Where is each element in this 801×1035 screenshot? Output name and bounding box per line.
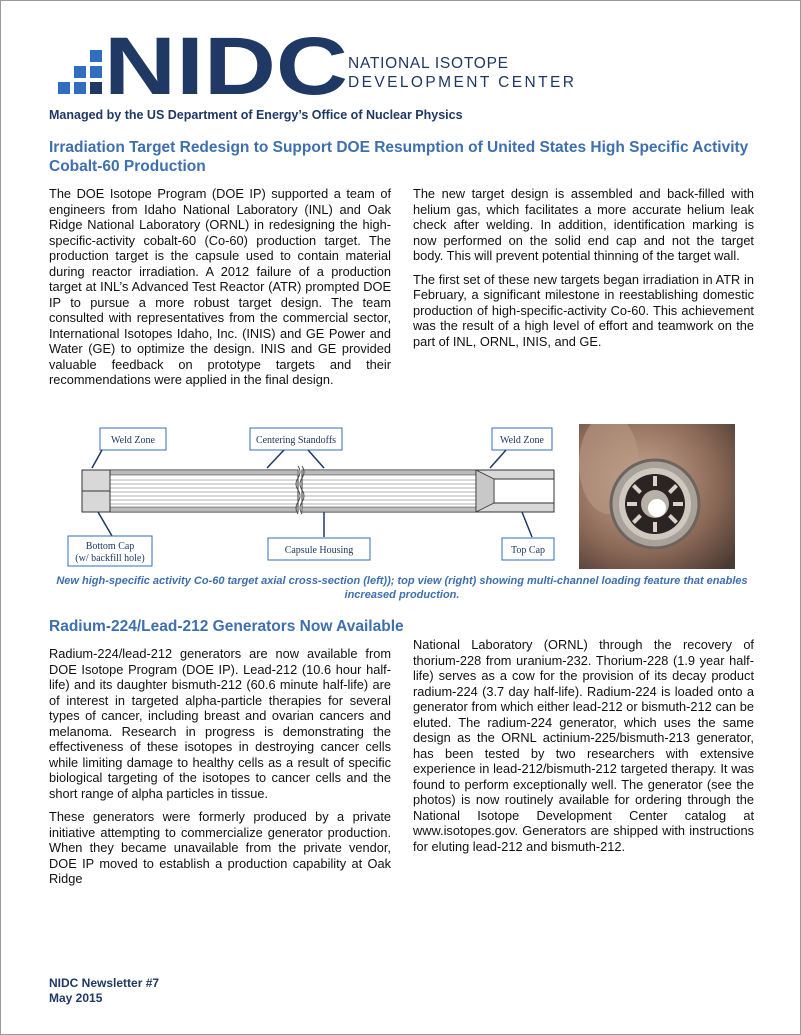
newsletter-footer — [49, 976, 159, 1006]
bottom-cap-sublabel: (w/ backfill hole) — [75, 553, 145, 564]
article1-paragraph: The DOE Isotope Program (DOE IP) supported a team of engineers from Idaho National Laboratory (INL) and Oak Ridge National Laboratory (ORNL) in redesigning the high-specific-activity cobalt-60 (Co-60) production target. The production target is the capsule used to contain material during reactor irradiation. A 2012 failure of a production target at INL’s Advanced Test Reactor (ATR) prompted DOE IP to pursue a more robust target design. The team consulted with representatives from the commercial sector, International Isotopes Idaho, Inc. (INIS) and GE Power and Water (GE) to optimize the design. INIS and GE provided valuable feedback on prototype targets and their recommendations were applied in the final design. — [49, 186, 391, 387]
nidc-logo — [56, 30, 596, 98]
article1-title: Irradiation Target Redesign to Support DOE Resumption of United States High Specific Activity Cobalt-60 Production — [49, 139, 749, 175]
logo-subtitle-line2: DEVELOPMENT CENTER — [348, 74, 574, 91]
logo-wordmark: NIDC — [104, 30, 348, 98]
figure-caption: New high-specific activity Co-60 target axial cross-section (left)); top view (right) showing multi-channel loading feature that enables increased production. — [56, 575, 748, 601]
multi-channel-capsule-image — [579, 424, 735, 569]
managed-by-line: Managed by the US Department of Energy’s Office of Nuclear Physics — [49, 108, 463, 122]
article2-paragraph: These generators were formerly produced by a private initiative attempting to commercialize generator production. When they became unavailable from the private vendor, DOE IP moved to establish a production capability at Oak Ridge — [49, 809, 391, 886]
weld-zone-left-label: Weld Zone — [111, 435, 155, 446]
article1-column-right — [413, 186, 754, 357]
article1-column-left — [49, 186, 391, 396]
weld-zone-right-label: Weld Zone — [500, 435, 544, 446]
capsule-body — [82, 466, 554, 514]
newsletter-date: May 2015 — [49, 991, 103, 1005]
top-cap-label: Top Cap — [510, 545, 546, 556]
article1-paragraph: The new target design is assembled and back-filled with helium gas, which facilitates a more accurate helium leak check after welding. In addition, identification marking is now performed on the solid end cap and not the target body. This will prevent potential thinning of the target wall. — [413, 186, 754, 263]
article2-paragraph: National Laboratory (ORNL) through the recovery of thorium-228 from uranium-232. Thorium-228 (1.9 year half-life) serves as a cow for the provision of its decay product radium-224 (3.7 day half-life). Radium-224 is loaded onto a generator from which either lead-212 or bismuth-212 can be eluted. The radium-224 generator, which uses the same design as the ORNL actinium-225/bismuth-213 generator, has been tested by two researchers with extensive experience in lead-212/bismuth-212 targeted therapy. It was found to perform exceptionally well. The generator (see the photos) is now routinely available for ordering through the National Isotope Development Center catalog at www.isotopes.gov. Generators are shipped with instructions for eluting lead-212 and bismuth-212. — [413, 637, 754, 854]
article2-column-left — [49, 646, 391, 895]
logo-squares-icon — [58, 50, 102, 94]
article1-paragraph: The first set of these new targets began irradiation in ATR in February, a significant milestone in reestablishing domestic production of high-specific-activity Co-60. This achievement was the result of a high level of effort and teamwork on the part of INL, ORNL, INIS, and GE. — [413, 271, 754, 349]
newsletter-issue: NIDC Newsletter #7 — [49, 976, 160, 990]
article2-paragraph: Radium-224/lead-212 generators are now available from DOE Isotope Program (DOE IP). Lead-212 (10.6 hour half-life) and its daughter bismuth-212 (60.6 minute half-life) are of interest in targeted alpha-particle therapies for several types of cancer, including breast and ovarian cancers and melanoma. Research in progress is demonstrating the effectiveness of these isotopes in destroying cancer cells while limiting damage to healthy cells as a result of specific biological targeting of the isotopes to cancer cells and the short range of alpha particles in tissue. — [49, 646, 391, 801]
article2-column-right — [413, 637, 754, 862]
capsule-housing-label: Capsule Housing — [284, 545, 354, 556]
bottom-cap-label: Bottom Cap — [85, 541, 135, 552]
article2-title: Radium-224/Lead-212 Generators Now Available — [49, 618, 404, 635]
logo-subtitle-line1: NATIONAL ISOTOPE — [348, 55, 508, 72]
centering-standoffs-label: Centering Standoffs — [255, 435, 337, 446]
target-cross-section-diagram — [62, 424, 574, 569]
target-top-view-photo — [579, 424, 735, 569]
